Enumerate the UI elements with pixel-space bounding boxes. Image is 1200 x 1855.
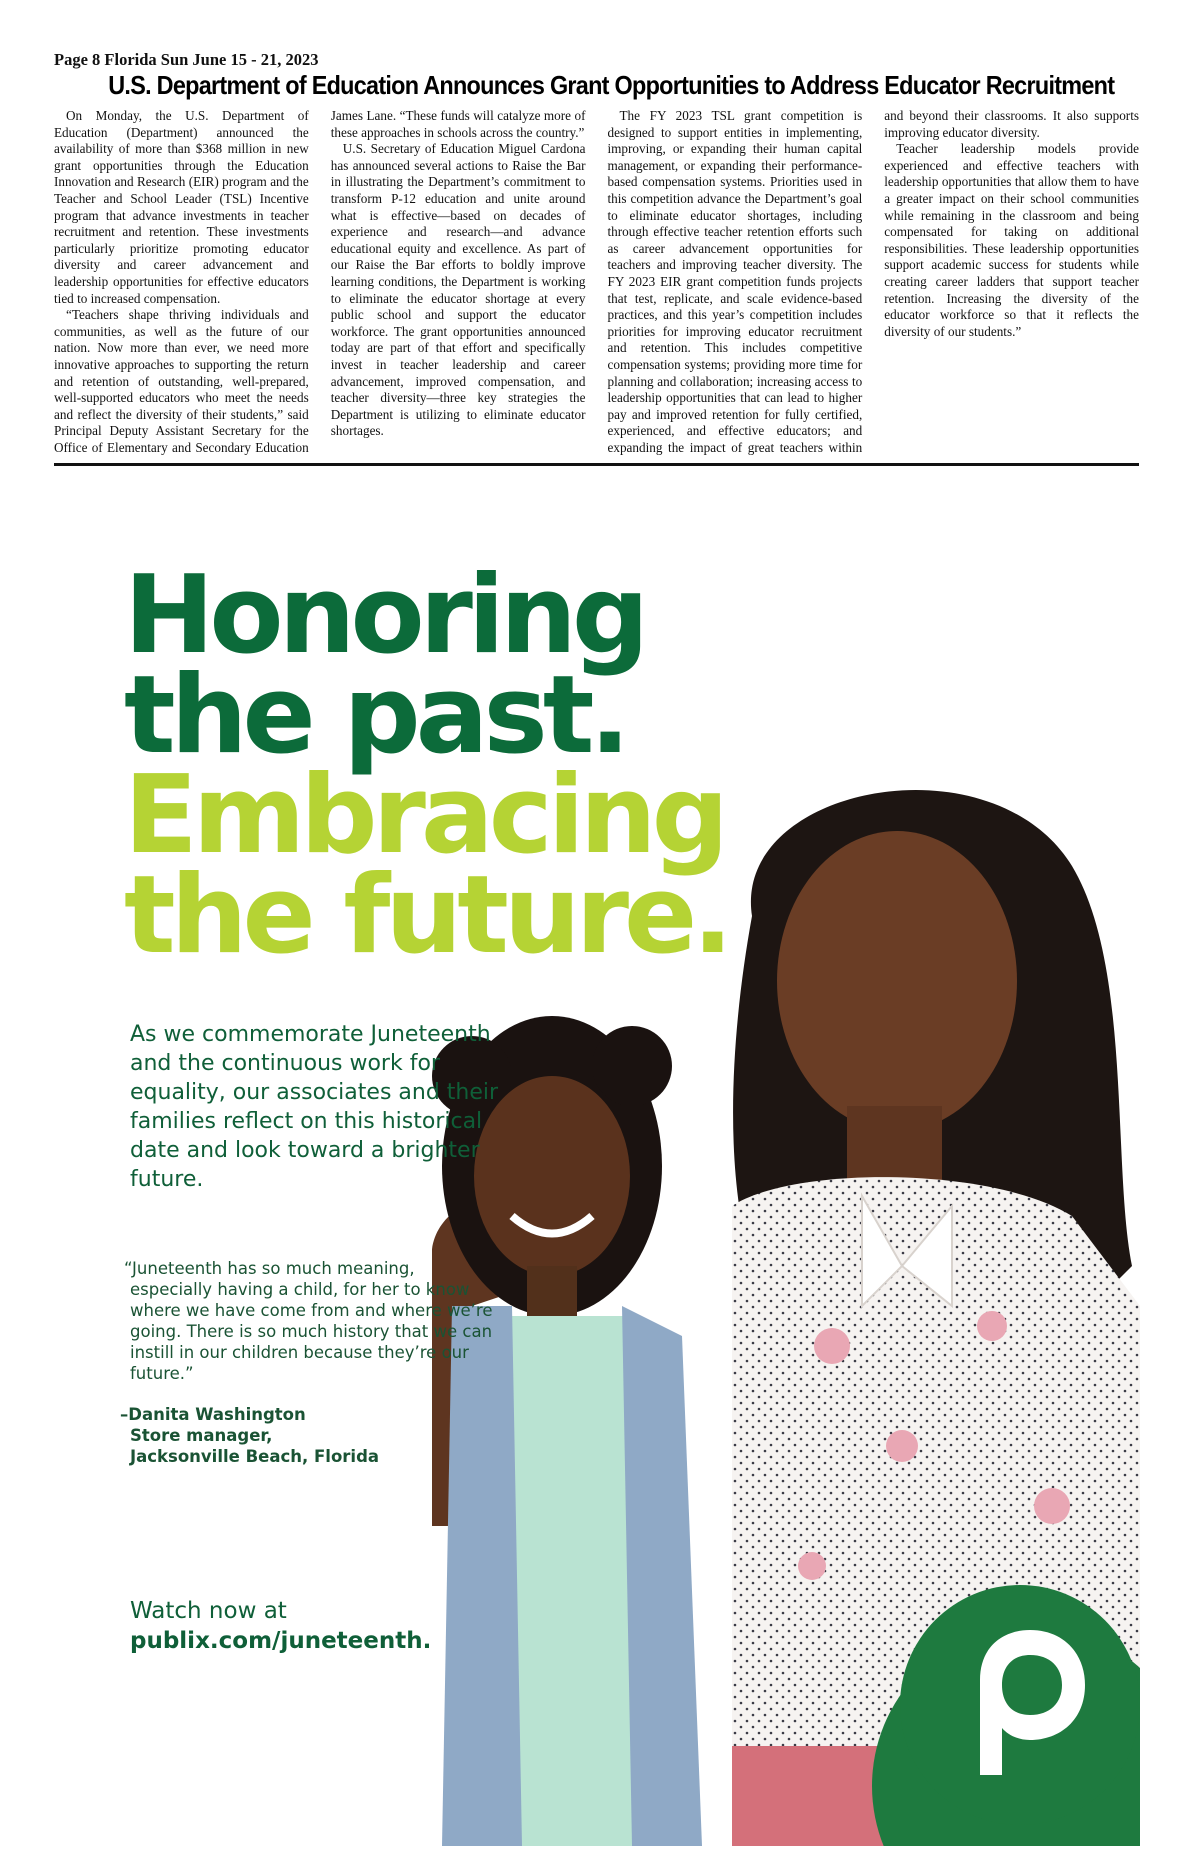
publix-advertisement [0,466,1200,1855]
headline-line: Honoring [124,553,645,678]
headline-line: the future. [124,853,729,978]
attribution-location: Jacksonville Beach, Florida [130,1447,380,1466]
article-body [54,108,1139,463]
cta-url[interactable]: publix.com/juneteenth. [130,1628,432,1654]
cta-text: Watch now at [130,1598,287,1624]
article-paragraph: Teacher leadership models provide experienced and effective teachers with leadership opportunities that allow them to have a greater impact on their school communities while remaining in the classroom and being compensated for taking on additional responsibilities. These leadership opportunities support academic success for students while creating career ladders that support teacher retention. Increasing the diversity of the educator workforce so that it reflects the diversity of our students.” [884,141,1139,339]
article-paragraph: On Monday, the U.S. Department of Education (Department) announced the availability of more than $368 million in new grant opportunities through the Education Innovation and Research (EIR) program and the Teacher and School Leader (TSL) Incentive program that advance investments in teacher recruitment and retention. These investments particularly prioritize promoting educator diversity and career advancement and leadership opportunities for effective educators tied to increased compensation. [54,108,309,306]
ad-quote [124,1258,504,1384]
attribution-name: –Danita Washington [120,1405,306,1424]
attribution-title: Store manager, [130,1426,273,1445]
ad-call-to-action [130,1596,431,1656]
article-paragraph: U.S. Secretary of Education Miguel Cardona has announced several actions to Raise the Bar in illustrating the Department’s commitment to transform P-12 education and unite around what is effective—based on decades of experience and research—and advance educational equity and excellence. As part of our Raise the Bar efforts to boldly improve learning conditions, the Department is working to eliminate the educator shortage at every public school and support the educator workforce. The grant opportunities announced today are part of that effort and specifically invest in teacher leadership and career advancement, improved compensation, and teacher diversity—three key strategies the Department is utilizing to eliminate educator shortages. [330,141,586,439]
page-folio: Page 8 Florida Sun June 15 - 21, 2023 [54,50,319,69]
headline-line: Embracing [124,753,724,878]
quote-line: “Juneteenth has so much meaning, [124,1259,415,1278]
headline-line: the past. [124,653,626,778]
article-paragraph: The FY 2023 TSL grant competition is designed to support entities in implementing, improving, or expanding their human capital management, or expanding their performance-based compensation systems. Priorities used in this competition advance the Department’s goal to eliminate educator shortages, including through effective teacher retention efforts such as career advancement opportunities for teachers and improving teacher diversity. The FY 2023 EIR grant competition funds projects that test, replicate, and scale evidence-based practices, and this year’s competition includes priorities for improving educator recruitment and retention. This includes competitive compensation systems; providing more time for planning and collaboration; increasing access to leadership opportunities that can lead to higher pay and improved retention for fully certified, experienced, and effective educators; and expanding the impact of great teachers within and beyond their classrooms. It also supports improving educator diversity. [607,108,1139,455]
ad-intro: As we commemorate Juneteenth and the continuous work for equality, our associates and their families reflect on this historical date and look toward a brighter future. [130,1022,499,1192]
publix-p-logo-icon [900,1585,1140,1825]
ad-headline [124,553,729,978]
article-paragraph: “Teachers shape thriving individuals and communities, as well as the future of our nation. Now more than ever, we need more innovative approaches to supporting the return and retention of outstanding, well-prepared, well-supported educators who meet the needs and reflect the diversity of their students,” said Principal Deputy Assistant Secretary for the Office of Elementary and Secondary Education James Lane. “These funds will catalyze more of these approaches in schools across the country.” [54,108,586,455]
article-headline: U.S. Department of Education Announces Grant Opportunities to Address Educator Recruitment [108,70,1115,100]
quote-attribution [120,1404,480,1467]
quote-line: especially having a child, for her to know where we have come from and where we’re going. There is so much history that we can instill in our children because they’re our future.” [130,1280,493,1383]
